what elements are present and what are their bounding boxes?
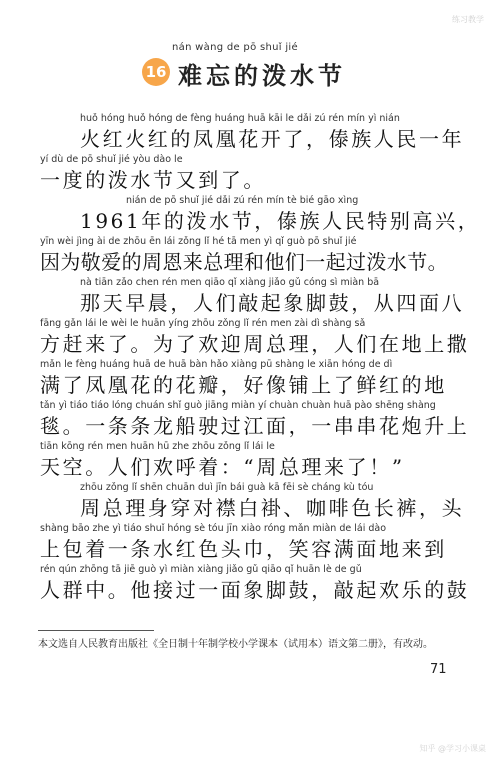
hanzi-line: 天空。人们欢呼着：“周总理来了！” xyxy=(40,455,405,479)
hanzi-line: 毯。一条条龙船驶过江面，一串串花炮升上 xyxy=(40,414,470,438)
pinyin-line: yí dù de pō shuǐ jié yòu dào le xyxy=(40,154,183,165)
top-watermark: 练习教学 xyxy=(452,15,484,24)
pinyin-line: tiān kōng rén men huān hū zhe zhōu zǒng lǐ lái le xyxy=(40,441,275,452)
title-pinyin: nán wàng de pō shuǐ jié xyxy=(172,42,298,53)
text-line xyxy=(40,276,465,317)
pinyin-line: nián de pō shuǐ jié dǎi zú rén mín tè bié gāo xìng xyxy=(126,195,359,206)
pinyin-line: fāng gǎn lái le wèi le huān yíng zhōu zǒng lǐ rén men zài dì shàng sǎ xyxy=(40,318,366,329)
pinyin-line: rén qún zhōng tā jiē guò yì miàn xiàng jiǎo gǔ qiāo qǐ huān lè de gǔ xyxy=(40,564,362,575)
pinyin-line: shàng bāo zhe yì tiáo shuǐ hóng sè tóu jīn xiào róng mǎn miàn de lái dào xyxy=(40,523,387,534)
text-line xyxy=(40,522,460,563)
lesson-body xyxy=(40,112,481,604)
footnote-divider xyxy=(38,630,154,631)
text-line xyxy=(40,481,465,522)
text-line xyxy=(40,112,465,153)
hanzi-line: 满了凤凰花的花瓣，好像铺上了鲜红的地 xyxy=(40,373,447,397)
bottom-watermark: 知乎 @学习小课桌 xyxy=(419,744,486,753)
text-line xyxy=(40,440,460,481)
text-line xyxy=(40,358,460,399)
hanzi-line: 1961年的泼水节，傣族人民特别高兴， xyxy=(80,209,481,233)
hanzi-line: 上包着一条水红色头巾，笑容满面地来到 xyxy=(40,537,447,561)
lesson-number-badge: 16 xyxy=(142,58,170,86)
pinyin-line: nà tiān zǎo chen rén men qiāo qǐ xiàng jiǎo gǔ cóng sì miàn bā xyxy=(80,277,380,288)
hanzi-line: 周总理身穿对襟白褂、咖啡色长裤，头 xyxy=(80,496,465,520)
hanzi-line: 一度的泼水节又到了。 xyxy=(40,168,266,192)
hanzi-line: 因为敬爱的周恩来总理和他们一起过泼水节。 xyxy=(40,250,448,274)
text-line xyxy=(40,153,460,194)
source-footnote: 本文选自人民教育出版社《全日制十年制学校小学课本（试用本）语文第二册》，有改动。 xyxy=(38,639,433,650)
pinyin-line: huǒ hóng huǒ hóng de fèng huáng huā kāi le dǎi zú rén mín yì nián xyxy=(80,113,400,124)
text-line xyxy=(40,235,460,276)
hanzi-line: 人群中。他接过一面象脚鼓，敲起欢乐的鼓 xyxy=(40,578,470,602)
text-line xyxy=(40,563,470,604)
text-line xyxy=(40,317,470,358)
text-line xyxy=(40,399,470,440)
pinyin-line: tǎn yì tiáo tiáo lóng chuán shǐ guò jiāng miàn yí chuàn chuàn huā pào shēng shàng xyxy=(40,400,436,411)
pinyin-line: mǎn le fèng huáng huā de huā bàn hǎo xiàng pū shàng le xiān hóng de dì xyxy=(40,359,393,370)
hanzi-line: 方赶来了。为了欢迎周总理，人们在地上撒 xyxy=(40,332,470,356)
hanzi-line: 那天早晨，人们敲起象脚鼓，从四面八 xyxy=(80,291,465,315)
hanzi-line: 火红火红的凤凰花开了，傣族人民一年 xyxy=(80,127,465,151)
lesson-title: 难忘的泼水节 xyxy=(178,62,346,90)
page-number: 71 xyxy=(430,662,447,677)
pinyin-line: yīn wèi jìng ài de zhōu ēn lái zǒng lǐ hé tā men yì qǐ guò pō shuǐ jié xyxy=(40,236,357,247)
text-line xyxy=(40,194,481,235)
pinyin-line: zhōu zǒng lǐ shēn chuān duì jīn bái guà kā fēi sè cháng kù tóu xyxy=(80,482,374,493)
